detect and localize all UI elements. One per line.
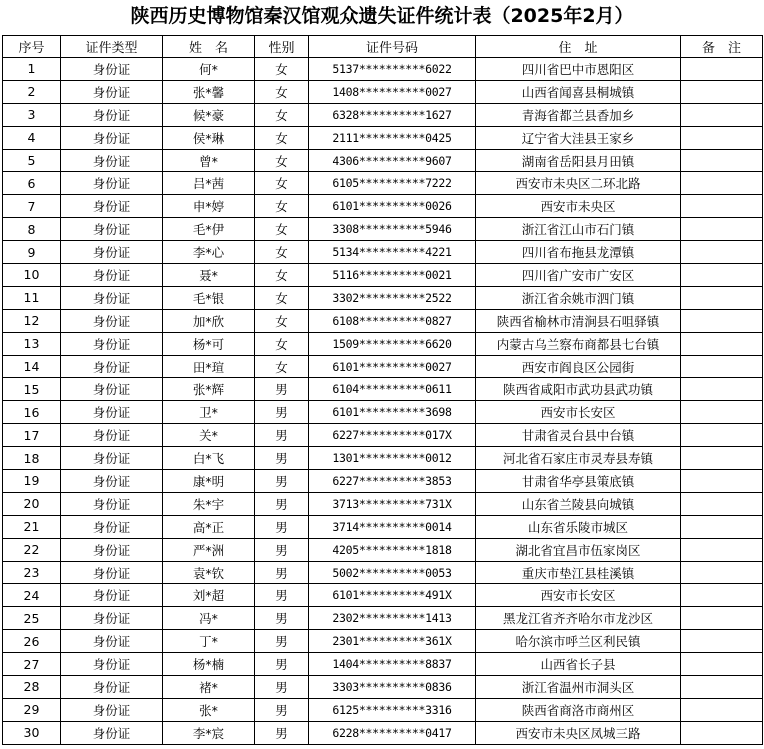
cell-doc-type: 身份证 [61, 538, 163, 561]
table-row [3, 698, 763, 721]
header-gender: 性别 [255, 36, 309, 58]
cell-gender: 女 [255, 80, 309, 103]
cell-doc-type: 身份证 [61, 126, 163, 149]
cell-remarks [681, 721, 763, 744]
cell-address: 内蒙古乌兰察布商都县七台镇 [476, 332, 681, 355]
cell-name: 刘*超 [163, 584, 255, 607]
cell-remarks [681, 401, 763, 424]
cell-remarks [681, 561, 763, 584]
cell-name: 李*心 [163, 241, 255, 264]
cell-gender: 男 [255, 607, 309, 630]
cell-remarks [681, 218, 763, 241]
cell-gender: 男 [255, 676, 309, 699]
cell-doc-number: 6101**********0026 [309, 195, 476, 218]
cell-index: 5 [3, 149, 61, 172]
cell-remarks [681, 80, 763, 103]
cell-gender: 女 [255, 355, 309, 378]
cell-remarks [681, 607, 763, 630]
cell-address: 湖北省宜昌市伍家岗区 [476, 538, 681, 561]
cell-address: 青海省都兰县香加乡 [476, 103, 681, 126]
cell-index: 8 [3, 218, 61, 241]
cell-gender: 男 [255, 378, 309, 401]
cell-doc-number: 3308**********5946 [309, 218, 476, 241]
cell-remarks [681, 584, 763, 607]
cell-index: 12 [3, 309, 61, 332]
cell-doc-type: 身份证 [61, 424, 163, 447]
cell-doc-number: 3713**********731X [309, 492, 476, 515]
cell-gender: 男 [255, 561, 309, 584]
cell-index: 15 [3, 378, 61, 401]
cell-index: 23 [3, 561, 61, 584]
cell-doc-type: 身份证 [61, 653, 163, 676]
cell-index: 17 [3, 424, 61, 447]
cell-doc-number: 6101**********491X [309, 584, 476, 607]
cell-doc-number: 5116**********0021 [309, 264, 476, 287]
table-row [3, 241, 763, 264]
cell-index: 20 [3, 492, 61, 515]
cell-address: 甘肃省灵台县中台镇 [476, 424, 681, 447]
cell-gender: 女 [255, 264, 309, 287]
cell-name: 田*瑄 [163, 355, 255, 378]
cell-address: 辽宁省大洼县王家乡 [476, 126, 681, 149]
cell-index: 7 [3, 195, 61, 218]
cell-doc-type: 身份证 [61, 103, 163, 126]
cell-remarks [681, 241, 763, 264]
cell-gender: 女 [255, 218, 309, 241]
cell-name: 申*婷 [163, 195, 255, 218]
cell-address: 山西省长子县 [476, 653, 681, 676]
cell-gender: 男 [255, 653, 309, 676]
cell-remarks [681, 264, 763, 287]
cell-address: 四川省巴中市恩阳区 [476, 58, 681, 81]
table-row [3, 721, 763, 744]
cell-name: 张*辉 [163, 378, 255, 401]
cell-doc-type: 身份证 [61, 447, 163, 470]
cell-doc-type: 身份证 [61, 607, 163, 630]
cell-index: 2 [3, 80, 61, 103]
cell-gender: 男 [255, 721, 309, 744]
cell-doc-number: 4205**********1818 [309, 538, 476, 561]
cell-doc-type: 身份证 [61, 264, 163, 287]
cell-address: 浙江省余姚市泗门镇 [476, 286, 681, 309]
cell-gender: 男 [255, 424, 309, 447]
cell-remarks [681, 470, 763, 493]
cell-address: 黑龙江省齐齐哈尔市龙沙区 [476, 607, 681, 630]
cell-gender: 女 [255, 126, 309, 149]
lost-documents-table [2, 35, 763, 745]
cell-doc-type: 身份证 [61, 218, 163, 241]
cell-name: 杨*可 [163, 332, 255, 355]
cell-index: 4 [3, 126, 61, 149]
cell-address: 山东省兰陵县向城镇 [476, 492, 681, 515]
cell-doc-type: 身份证 [61, 630, 163, 653]
cell-address: 西安市未央区 [476, 195, 681, 218]
cell-doc-type: 身份证 [61, 378, 163, 401]
cell-gender: 女 [255, 195, 309, 218]
cell-address: 浙江省温州市洞头区 [476, 676, 681, 699]
cell-gender: 女 [255, 332, 309, 355]
cell-gender: 男 [255, 538, 309, 561]
header-index: 序号 [3, 36, 61, 58]
cell-doc-type: 身份证 [61, 195, 163, 218]
table-row [3, 401, 763, 424]
cell-name: 袁*钦 [163, 561, 255, 584]
cell-name: 候*豪 [163, 103, 255, 126]
cell-doc-type: 身份证 [61, 492, 163, 515]
cell-doc-number: 6101**********0027 [309, 355, 476, 378]
cell-doc-type: 身份证 [61, 309, 163, 332]
header-remarks: 备 注 [681, 36, 763, 58]
cell-doc-number: 5137**********6022 [309, 58, 476, 81]
cell-gender: 女 [255, 149, 309, 172]
cell-doc-type: 身份证 [61, 286, 163, 309]
cell-name: 吕*茜 [163, 172, 255, 195]
cell-doc-number: 6227**********017X [309, 424, 476, 447]
cell-remarks [681, 286, 763, 309]
table-row [3, 653, 763, 676]
cell-doc-number: 2301**********361X [309, 630, 476, 653]
cell-address: 陕西省咸阳市武功县武功镇 [476, 378, 681, 401]
cell-gender: 男 [255, 492, 309, 515]
cell-doc-number: 6105**********7222 [309, 172, 476, 195]
table-row [3, 515, 763, 538]
table-row [3, 676, 763, 699]
header-name: 姓 名 [163, 36, 255, 58]
cell-index: 24 [3, 584, 61, 607]
table-row [3, 470, 763, 493]
cell-name: 卫* [163, 401, 255, 424]
cell-name: 严*洲 [163, 538, 255, 561]
cell-address: 西安市未央区二环北路 [476, 172, 681, 195]
cell-remarks [681, 630, 763, 653]
cell-index: 29 [3, 698, 61, 721]
table-row [3, 195, 763, 218]
cell-doc-type: 身份证 [61, 172, 163, 195]
cell-address: 山西省闻喜县桐城镇 [476, 80, 681, 103]
cell-doc-type: 身份证 [61, 58, 163, 81]
table-row [3, 309, 763, 332]
cell-doc-number: 1408**********0027 [309, 80, 476, 103]
cell-index: 27 [3, 653, 61, 676]
cell-name: 曾* [163, 149, 255, 172]
cell-index: 3 [3, 103, 61, 126]
cell-name: 聂* [163, 264, 255, 287]
cell-remarks [681, 676, 763, 699]
table-header-row [3, 36, 763, 58]
cell-index: 26 [3, 630, 61, 653]
header-doc-number: 证件号码 [309, 36, 476, 58]
cell-remarks [681, 492, 763, 515]
cell-remarks [681, 172, 763, 195]
table-row [3, 355, 763, 378]
cell-remarks [681, 195, 763, 218]
cell-index: 18 [3, 447, 61, 470]
cell-index: 25 [3, 607, 61, 630]
cell-doc-type: 身份证 [61, 80, 163, 103]
cell-doc-type: 身份证 [61, 401, 163, 424]
cell-remarks [681, 309, 763, 332]
table-row [3, 332, 763, 355]
cell-gender: 男 [255, 630, 309, 653]
cell-remarks [681, 58, 763, 81]
cell-address: 陕西省商洛市商州区 [476, 698, 681, 721]
cell-index: 16 [3, 401, 61, 424]
cell-name: 杨*楠 [163, 653, 255, 676]
cell-doc-type: 身份证 [61, 149, 163, 172]
page-title: 陕西历史博物馆秦汉馆观众遗失证件统计表（2025年2月） [130, 5, 634, 27]
cell-doc-number: 6101**********3698 [309, 401, 476, 424]
table-row [3, 607, 763, 630]
table-row [3, 103, 763, 126]
cell-name: 高*正 [163, 515, 255, 538]
cell-index: 14 [3, 355, 61, 378]
cell-remarks [681, 126, 763, 149]
table-row [3, 561, 763, 584]
cell-name: 丁* [163, 630, 255, 653]
cell-doc-number: 3714**********0014 [309, 515, 476, 538]
cell-remarks [681, 103, 763, 126]
cell-gender: 女 [255, 172, 309, 195]
cell-gender: 女 [255, 286, 309, 309]
cell-gender: 女 [255, 103, 309, 126]
cell-doc-number: 1509**********6620 [309, 332, 476, 355]
cell-address: 西安市阎良区公园街 [476, 355, 681, 378]
cell-index: 22 [3, 538, 61, 561]
cell-address: 湖南省岳阳县月田镇 [476, 149, 681, 172]
cell-gender: 女 [255, 241, 309, 264]
cell-name: 何* [163, 58, 255, 81]
cell-remarks [681, 538, 763, 561]
cell-name: 白*飞 [163, 447, 255, 470]
cell-index: 13 [3, 332, 61, 355]
cell-doc-type: 身份证 [61, 355, 163, 378]
header-doc-type: 证件类型 [61, 36, 163, 58]
cell-doc-type: 身份证 [61, 561, 163, 584]
cell-name: 加*欣 [163, 309, 255, 332]
cell-address: 河北省石家庄市灵寿县寿镇 [476, 447, 681, 470]
table-row [3, 218, 763, 241]
cell-doc-number: 4306**********9607 [309, 149, 476, 172]
table-row [3, 424, 763, 447]
cell-name: 李*宸 [163, 721, 255, 744]
table-row [3, 584, 763, 607]
cell-index: 9 [3, 241, 61, 264]
cell-name: 毛*伊 [163, 218, 255, 241]
cell-doc-number: 6228**********0417 [309, 721, 476, 744]
cell-name: 褚* [163, 676, 255, 699]
cell-name: 朱*宇 [163, 492, 255, 515]
cell-address: 甘肃省华亭县策底镇 [476, 470, 681, 493]
table-row [3, 286, 763, 309]
cell-doc-number: 2111**********0425 [309, 126, 476, 149]
cell-doc-type: 身份证 [61, 241, 163, 264]
cell-remarks [681, 447, 763, 470]
table-row [3, 149, 763, 172]
cell-doc-type: 身份证 [61, 515, 163, 538]
table-row [3, 264, 763, 287]
cell-name: 关* [163, 424, 255, 447]
cell-index: 21 [3, 515, 61, 538]
cell-address: 西安市长安区 [476, 401, 681, 424]
cell-remarks [681, 515, 763, 538]
cell-doc-type: 身份证 [61, 584, 163, 607]
table-row [3, 447, 763, 470]
cell-name: 张* [163, 698, 255, 721]
cell-doc-type: 身份证 [61, 676, 163, 699]
cell-address: 西安市未央区凤城三路 [476, 721, 681, 744]
cell-doc-number: 1404**********8837 [309, 653, 476, 676]
table-row [3, 58, 763, 81]
cell-doc-number: 3303**********0836 [309, 676, 476, 699]
cell-gender: 女 [255, 58, 309, 81]
cell-index: 11 [3, 286, 61, 309]
cell-doc-type: 身份证 [61, 698, 163, 721]
cell-name: 张*馨 [163, 80, 255, 103]
cell-name: 康*明 [163, 470, 255, 493]
cell-doc-type: 身份证 [61, 721, 163, 744]
cell-gender: 男 [255, 470, 309, 493]
cell-remarks [681, 149, 763, 172]
cell-address: 浙江省江山市石门镇 [476, 218, 681, 241]
cell-address: 哈尔滨市呼兰区利民镇 [476, 630, 681, 653]
cell-doc-number: 1301**********0012 [309, 447, 476, 470]
table-row [3, 630, 763, 653]
cell-doc-number: 6125**********3316 [309, 698, 476, 721]
cell-name: 冯* [163, 607, 255, 630]
cell-address: 重庆市垫江县桂溪镇 [476, 561, 681, 584]
table-row [3, 172, 763, 195]
cell-doc-type: 身份证 [61, 332, 163, 355]
cell-gender: 男 [255, 447, 309, 470]
cell-remarks [681, 698, 763, 721]
cell-address: 四川省布拖县龙潭镇 [476, 241, 681, 264]
cell-index: 19 [3, 470, 61, 493]
cell-address: 四川省广安市广安区 [476, 264, 681, 287]
table-row [3, 538, 763, 561]
cell-address: 山东省乐陵市城区 [476, 515, 681, 538]
cell-gender: 女 [255, 309, 309, 332]
cell-gender: 男 [255, 584, 309, 607]
table-row [3, 492, 763, 515]
cell-doc-number: 3302**********2522 [309, 286, 476, 309]
cell-index: 1 [3, 58, 61, 81]
cell-gender: 男 [255, 698, 309, 721]
table-row [3, 126, 763, 149]
cell-gender: 男 [255, 515, 309, 538]
table-row [3, 80, 763, 103]
cell-doc-number: 5134**********4221 [309, 241, 476, 264]
cell-index: 6 [3, 172, 61, 195]
cell-doc-number: 2302**********1413 [309, 607, 476, 630]
cell-doc-type: 身份证 [61, 470, 163, 493]
cell-index: 28 [3, 676, 61, 699]
cell-name: 毛*银 [163, 286, 255, 309]
cell-doc-number: 6328**********1627 [309, 103, 476, 126]
cell-remarks [681, 378, 763, 401]
cell-doc-number: 6227**********3853 [309, 470, 476, 493]
cell-remarks [681, 424, 763, 447]
cell-doc-number: 5002**********0053 [309, 561, 476, 584]
cell-remarks [681, 653, 763, 676]
cell-name: 侯*琳 [163, 126, 255, 149]
cell-index: 30 [3, 721, 61, 744]
cell-remarks [681, 355, 763, 378]
header-address: 住 址 [476, 36, 681, 58]
cell-gender: 男 [255, 401, 309, 424]
cell-address: 西安市长安区 [476, 584, 681, 607]
cell-index: 10 [3, 264, 61, 287]
cell-remarks [681, 332, 763, 355]
table-row [3, 378, 763, 401]
cell-doc-number: 6104**********0611 [309, 378, 476, 401]
cell-address: 陕西省榆林市清涧县石咀驿镇 [476, 309, 681, 332]
cell-doc-number: 6108**********0827 [309, 309, 476, 332]
